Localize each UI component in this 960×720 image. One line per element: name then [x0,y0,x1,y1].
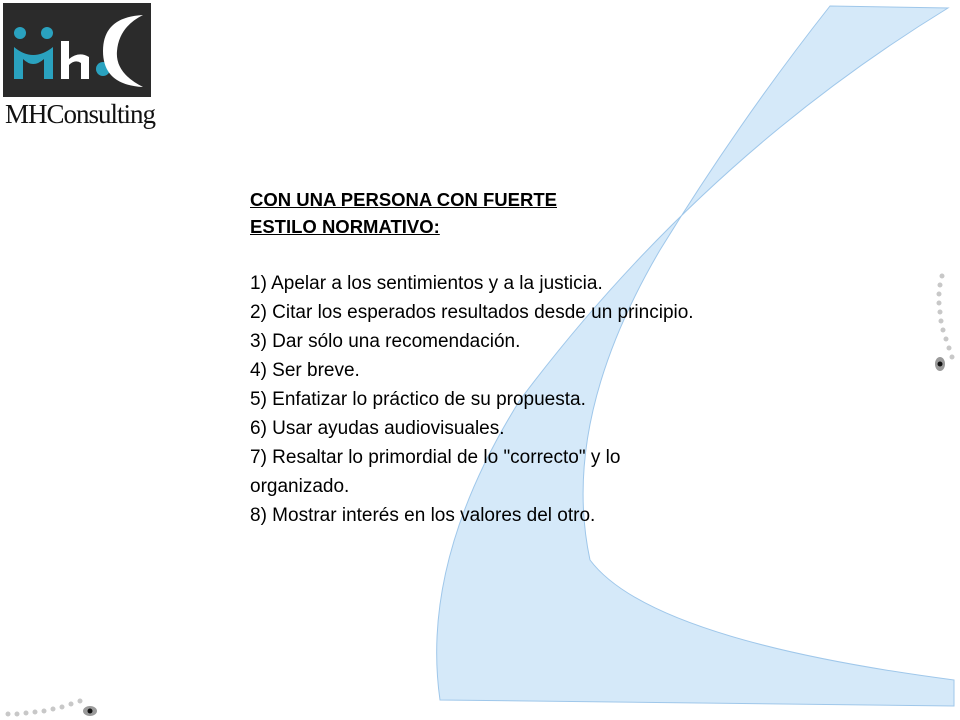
decorative-dots-bottom [0,690,110,720]
list-item: 6) Usar ayudas audiovisuales. [250,418,505,439]
heading-line-2: ESTILO NORMATIVO: [250,216,440,237]
list-item: 1) Apelar a los sentimientos y a la justicia. [250,273,603,294]
decorative-dots-right [925,268,960,378]
list-item: 7) Resaltar lo primordial de lo "correcto" y lo organizado. [250,447,621,497]
mhc-monogram-icon [3,3,151,97]
company-logo [3,3,156,133]
list-item: 8) Mostrar interés en los valores del otro. [250,505,596,526]
list-item: 4) Ser breve. [250,360,360,381]
slide-heading [250,186,720,240]
logo-mark [3,3,151,97]
list-item: 2) Citar los esperados resultados desde un principio. [250,302,694,323]
spacer [250,240,720,269]
heading-line-1: CON UNA PERSONA CON FUERTE [250,189,557,210]
logo-brand-text: MHConsulting [5,99,156,129]
list-item: 5) Enfatizar lo práctico de su propuesta. [250,389,586,410]
slide-content [250,186,720,530]
list-item: 3) Dar sólo una recomendación. [250,331,521,352]
recommendation-list [250,269,720,530]
